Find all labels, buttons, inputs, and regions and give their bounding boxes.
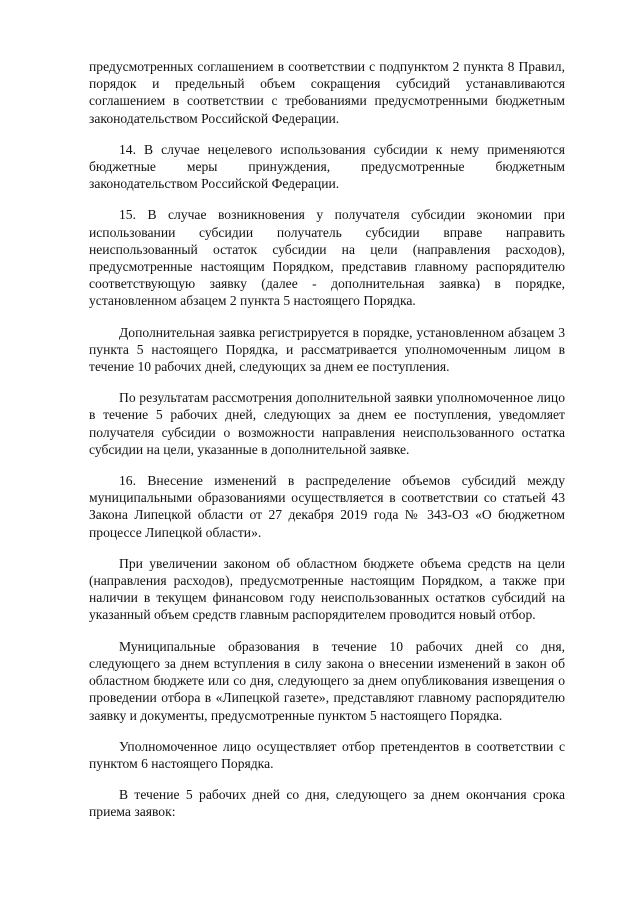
paragraph-municipal-formations: Муниципальные образования в течение 10 рабочих дней со дня, следующего за днем вступления в силу закона о внесении изменений в закон об областном бюджете или со дня, следующего за днем опубликования извещения о проведении отбора в «Липецкой газете», представляют главному распорядителю заявку и документы, предусмотренные пунктом 5 настоящего Порядка. xyxy=(89,638,565,723)
paragraph-additional-application-registration: Дополнительная заявка регистрируется в порядке, установленном абзацем 3 пункта 5 настоящего Порядка, и рассматривается уполномоченным лицом в течение 10 рабочих дней, следующих за днем ее поступления. xyxy=(89,324,565,375)
document-body xyxy=(89,58,565,835)
paragraph-continuation: предусмотренных соглашением в соответствии с подпунктом 2 пункта 8 Правил, порядок и предельный объем сокращения субсидий устанавливаются соглашением в соответствии с требованиями предусмотренными бюджетным законодательством Российской Федерации. xyxy=(89,59,565,126)
paragraph-14: 14. В случае нецелевого использования субсидии к нему применяются бюджетные меры принуждения, предусмотренные бюджетным законодательством Российской Федерации. xyxy=(89,141,565,192)
paragraph-15: 15. В случае возникновения у получателя субсидии экономии при использовании субсидии получатель субсидии вправе направить неиспользованный остаток субсидии на цели (направления расходов), предусмотренные настоящим Порядком, представив главному распорядителю соответствующую заявку (далее - дополнительная заявка) в порядке, установленном абзацем 2 пункта 5 настоящего Порядка. xyxy=(89,207,565,309)
paragraph-selection: Уполномоченное лицо осуществляет отбор претендентов в соответствии с пунктом 6 настоящего Порядка. xyxy=(89,738,565,771)
paragraph-additional-application-result: По результатам рассмотрения дополнительной заявки уполномоченное лицо в течение 5 рабочих дней, следующих за днем ее поступления, уведомляет получателя субсидии о возможности направления неиспользованного остатка субсидии на цели, указанные в дополнительной заявке. xyxy=(89,390,565,457)
paragraph-budget-increase: При увеличении законом об областном бюджете объема средств на цели (направления расходов), предусмотренные настоящим Порядком, а также при наличии в текущем финансовом году неиспользованных остатков субсидий на указанный объем средств главным распорядителем проводится новый отбор. xyxy=(89,555,565,623)
paragraph-within-5-days: В течение 5 рабочих дней со дня, следующего за днем окончания срока приема заявок: xyxy=(89,787,565,820)
paragraph-16: 16. Внесение изменений в распределение объемов субсидий между муниципальными образованиями осуществляется в соответствии со статьей 43 Закона Липецкой области от 27 декабря 2019 года № 343-ОЗ «О бюджетном процессе Липецкой области». xyxy=(89,473,565,540)
